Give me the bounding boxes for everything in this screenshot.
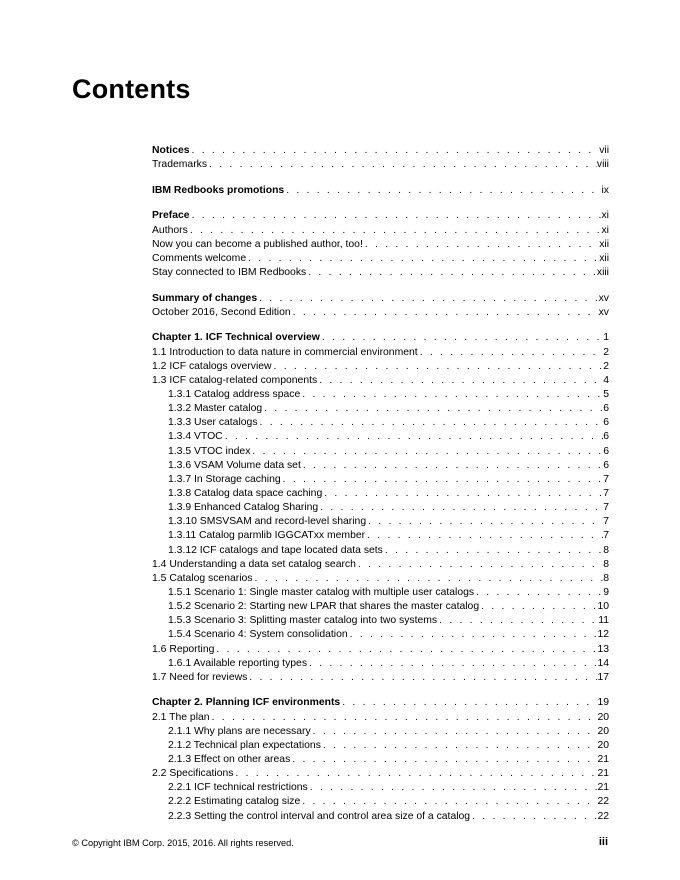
- toc-entry[interactable]: [152, 459, 609, 473]
- toc-entry[interactable]: [152, 252, 609, 266]
- toc-entry-page: 6: [603, 445, 609, 457]
- toc-entry-label: 1.3.6 VSAM Volume data set: [168, 459, 301, 471]
- toc-entry-label: 1.3.4 VTOC: [168, 431, 223, 443]
- dot-leader: [188, 224, 602, 238]
- dot-leader: [290, 753, 597, 767]
- toc-entry-page: 21: [597, 768, 609, 780]
- dot-leader: [272, 360, 604, 374]
- toc-entry[interactable]: [152, 445, 609, 459]
- toc-entry-page: xv: [598, 292, 609, 304]
- dot-leader: [253, 572, 604, 586]
- toc-entry-label: 2.1.1 Why plans are necessary: [168, 725, 311, 737]
- dot-leader: [190, 144, 600, 158]
- toc-entry-label: 2.1.3 Effect on other areas: [168, 753, 291, 765]
- toc-entry-page: 7: [603, 516, 609, 528]
- dot-leader: [300, 795, 597, 809]
- toc-entry[interactable]: [152, 696, 609, 710]
- dot-leader: [348, 628, 598, 642]
- page-title: Contents: [72, 74, 191, 104]
- dot-leader: [233, 767, 597, 781]
- toc-entry[interactable]: [152, 224, 609, 238]
- dot-leader: [320, 331, 603, 345]
- dot-leader: [258, 416, 604, 430]
- dot-leader: [210, 711, 598, 725]
- toc-entry[interactable]: [152, 374, 609, 388]
- toc-entry-label: 1.1 Introduction to data nature in commercial environment: [152, 346, 418, 358]
- toc-entry[interactable]: [152, 628, 609, 642]
- dot-leader: [190, 209, 602, 223]
- dot-leader: [257, 292, 599, 306]
- dot-leader: [365, 529, 603, 543]
- toc-entry-label: Notices: [152, 145, 190, 156]
- toc-entry[interactable]: [152, 544, 609, 558]
- toc-entry-page: 8: [603, 544, 609, 556]
- dot-leader: [214, 643, 597, 657]
- toc-entry[interactable]: [152, 725, 609, 739]
- toc-entry-page: 12: [597, 629, 609, 641]
- toc-entry-page: xi: [601, 224, 609, 236]
- dot-leader: [322, 487, 603, 501]
- toc-entry[interactable]: [152, 515, 609, 529]
- toc-entry[interactable]: [152, 586, 609, 600]
- toc-entry-page: 11: [598, 615, 609, 627]
- toc-entry[interactable]: [152, 711, 609, 725]
- toc-entry-label: 1.6 Reporting: [152, 643, 215, 655]
- dot-leader: [281, 473, 604, 487]
- toc-entry-page: 5: [603, 388, 609, 400]
- toc-entry-label: 2.1 The plan: [152, 711, 210, 723]
- toc-entry-label: 1.5.2 Scenario 2: Starting new LPAR that shares the master catalog: [168, 601, 480, 613]
- dot-leader: [291, 306, 599, 320]
- toc-entry[interactable]: [152, 238, 609, 252]
- toc-entry-page: viii: [596, 159, 609, 171]
- dot-leader: [474, 586, 603, 600]
- toc-entry[interactable]: [152, 144, 609, 158]
- toc-entry[interactable]: [152, 487, 609, 501]
- toc-entry-label: Stay connected to IBM Redbooks: [152, 266, 307, 278]
- toc-entry[interactable]: [152, 572, 609, 586]
- toc-entry-page: 10: [597, 601, 609, 613]
- dot-leader: [318, 501, 603, 515]
- toc-entry-page: ix: [601, 184, 609, 196]
- toc-entry-label: 1.3.8 Catalog data space caching: [168, 487, 323, 499]
- toc-entry[interactable]: [152, 795, 609, 809]
- toc-entry-label: 1.3.2 Master catalog: [168, 403, 263, 415]
- toc-entry-page: 20: [597, 739, 609, 751]
- toc-entry-label: Chapter 1. ICF Technical overview: [152, 332, 320, 344]
- toc-entry-page: xv: [598, 306, 609, 318]
- toc-entry[interactable]: [152, 306, 609, 320]
- toc-entry-label: Summary of changes: [152, 292, 258, 304]
- toc-entry-page: 9: [603, 586, 609, 598]
- table-of-contents: [152, 144, 609, 824]
- dot-leader: [301, 459, 603, 473]
- dot-leader: [308, 781, 598, 795]
- toc-entry-label: 1.3 ICF catalog-related components: [152, 374, 318, 386]
- toc-entry[interactable]: [152, 810, 609, 824]
- toc-entry-label: 1.3.11 Catalog parmlib IGGCATxx member: [168, 530, 366, 542]
- dot-leader: [284, 184, 601, 198]
- toc-entry-page: 2: [603, 360, 609, 372]
- toc-entry[interactable]: [152, 158, 609, 172]
- toc-entry[interactable]: [152, 292, 609, 306]
- toc-entry-label: 1.3.10 SMSVSAM and record-level sharing: [168, 516, 367, 528]
- toc-entry-label: 1.4 Understanding a data set catalog search: [152, 558, 356, 570]
- toc-entry-page: 13: [597, 643, 609, 655]
- dot-leader: [250, 445, 603, 459]
- copyright-notice: © Copyright IBM Corp. 2015, 2016. All rights reserved.: [72, 838, 294, 848]
- toc-entry-page: 7: [603, 473, 609, 485]
- toc-entry-label: 1.3.3 User catalogs: [168, 417, 258, 429]
- toc-entry-label: 1.5.1 Scenario 1: Single master catalog with multiple user catalogs: [168, 586, 475, 598]
- toc-entry[interactable]: [152, 473, 609, 487]
- toc-entry[interactable]: [152, 501, 609, 515]
- toc-entry-label: Chapter 2. Planning ICF environments: [152, 697, 341, 709]
- toc-entry-page: 6: [603, 459, 609, 471]
- dot-leader: [479, 600, 597, 614]
- toc-entry-page: 17: [597, 671, 609, 683]
- toc-entry[interactable]: [152, 184, 609, 198]
- toc-entry-label: 2.1.2 Technical plan expectations: [168, 739, 321, 751]
- dot-leader: [307, 657, 597, 671]
- toc-entry-page: 21: [597, 753, 609, 765]
- toc-entry-label: 1.2 ICF catalogs overview: [152, 360, 272, 372]
- dot-leader: [418, 346, 604, 360]
- dot-leader: [311, 725, 598, 739]
- toc-entry-page: 6: [603, 417, 609, 429]
- toc-entry-label: 1.5.3 Scenario 3: Splitting master catalog into two systems: [168, 615, 438, 627]
- toc-entry[interactable]: [152, 600, 609, 614]
- toc-entry-page: 7: [603, 530, 609, 542]
- toc-entry-label: IBM Redbooks promotions: [152, 184, 285, 196]
- dot-leader: [223, 430, 604, 444]
- toc-entry-page: xii: [599, 238, 609, 250]
- toc-entry[interactable]: [152, 781, 609, 795]
- toc-entry-label: 1.5.4 Scenario 4: System consolidation: [168, 629, 348, 641]
- toc-entry-label: 1.3.9 Enhanced Catalog Sharing: [168, 502, 319, 514]
- toc-entry-page: 8: [603, 572, 609, 584]
- toc-entry-label: 1.6.1 Available reporting types: [168, 657, 308, 669]
- toc-entry-page: 8: [603, 558, 609, 570]
- dot-leader: [340, 696, 597, 710]
- toc-entry-label: 1.7 Need for reviews: [152, 671, 248, 683]
- dot-leader: [366, 515, 603, 529]
- dot-leader: [383, 544, 603, 558]
- toc-entry-page: vii: [599, 145, 609, 156]
- toc-entry[interactable]: [152, 388, 609, 402]
- toc-entry[interactable]: [152, 657, 609, 671]
- toc-entry-page: 2: [603, 346, 609, 358]
- toc-entry-label: 2.2 Specifications: [152, 768, 234, 780]
- toc-entry[interactable]: [152, 416, 609, 430]
- toc-entry-label: 2.2.3 Setting the control interval and control area size of a catalog: [168, 810, 471, 822]
- toc-entry-page: 7: [603, 502, 609, 514]
- toc-entry-page: 6: [603, 431, 609, 443]
- toc-entry[interactable]: [152, 266, 609, 280]
- dot-leader: [321, 739, 598, 753]
- toc-entry-page: 21: [597, 782, 609, 794]
- toc-entry-page: xiii: [596, 266, 609, 278]
- toc-entry[interactable]: [152, 767, 609, 781]
- toc-entry[interactable]: [152, 614, 609, 628]
- toc-entry-label: Authors: [152, 224, 188, 236]
- toc-entry[interactable]: [152, 739, 609, 753]
- toc-entry-label: Preface: [152, 210, 190, 222]
- toc-entry-page: 20: [597, 711, 609, 723]
- toc-entry-label: 2.2.2 Estimating catalog size: [168, 796, 301, 808]
- toc-entry-page: 1: [603, 332, 609, 344]
- dot-leader: [470, 810, 597, 824]
- toc-entry-label: 1.3.5 VTOC index: [168, 445, 251, 457]
- toc-entry-label: 1.3.12 ICF catalogs and tape located data sets: [168, 544, 383, 556]
- toc-entry[interactable]: [152, 529, 609, 543]
- dot-leader: [262, 402, 603, 416]
- toc-entry-page: 19: [597, 697, 609, 709]
- toc-entry-label: 1.3.1 Catalog address space: [168, 388, 301, 400]
- toc-entry-page: xii: [599, 252, 609, 264]
- toc-entry[interactable]: [152, 430, 609, 444]
- dot-leader: [247, 671, 597, 685]
- dot-leader: [356, 558, 603, 572]
- toc-entry[interactable]: [152, 643, 609, 657]
- toc-entry-label: Now you can become a published author, too!: [152, 238, 363, 250]
- toc-entry[interactable]: [152, 402, 609, 416]
- toc-entry[interactable]: [152, 331, 609, 345]
- toc-entry-page: xi: [601, 210, 609, 222]
- toc-entry[interactable]: [152, 558, 609, 572]
- toc-entry-label: Comments welcome: [152, 252, 247, 264]
- dot-leader: [317, 374, 603, 388]
- dot-leader: [300, 388, 603, 402]
- toc-entry[interactable]: [152, 346, 609, 360]
- toc-entry-page: 6: [603, 403, 609, 415]
- page-number: iii: [598, 836, 608, 848]
- toc-entry-page: 14: [597, 657, 609, 669]
- toc-entry-label: 1.5 Catalog scenarios: [152, 572, 253, 584]
- toc-entry[interactable]: [152, 671, 609, 685]
- dot-leader: [246, 252, 599, 266]
- toc-entry[interactable]: [152, 360, 609, 374]
- dot-leader: [363, 238, 599, 252]
- toc-entry-page: 22: [597, 810, 609, 822]
- dot-leader: [306, 266, 597, 280]
- toc-entry-label: October 2016, Second Edition: [152, 306, 291, 318]
- toc-entry-page: 7: [603, 487, 609, 499]
- dot-leader: [437, 614, 598, 628]
- toc-entry-label: 2.2.1 ICF technical restrictions: [168, 782, 308, 794]
- toc-entry-page: 20: [597, 725, 609, 737]
- toc-entry-page: 22: [597, 796, 609, 808]
- toc-entry-page: 4: [603, 374, 609, 386]
- dot-leader: [207, 158, 597, 172]
- toc-entry-label: 1.3.7 In Storage caching: [168, 473, 281, 485]
- toc-entry[interactable]: [152, 209, 609, 223]
- toc-entry[interactable]: [152, 753, 609, 767]
- toc-entry-label: Trademarks: [152, 159, 208, 171]
